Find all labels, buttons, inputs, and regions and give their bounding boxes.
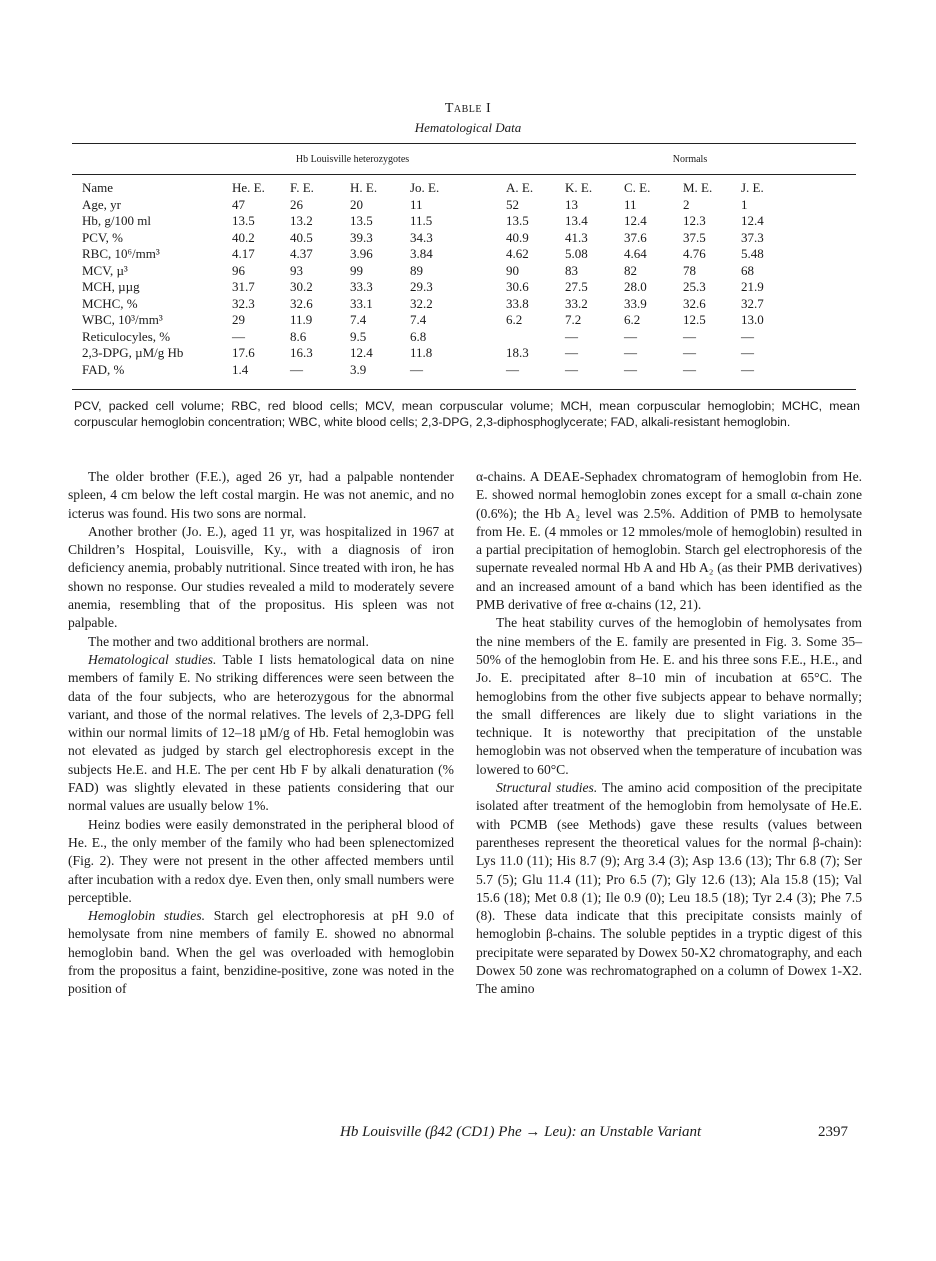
table-cell: 13.5 [506, 213, 529, 228]
table-subtitle: Hematological Data [414, 120, 522, 135]
hematology-table [82, 180, 781, 378]
table-cell: 4.62 [506, 246, 529, 261]
table-cell: 33.2 [565, 295, 588, 311]
table-cell: 11 [624, 196, 637, 212]
table-row [82, 213, 781, 230]
table-cell: 32.3 [232, 295, 255, 311]
table-cell: 96 [232, 262, 245, 278]
group-header-heterozygotes: Hb Louisville heterozygotes [295, 154, 410, 165]
table-cell: — [683, 328, 696, 344]
table-cell: 13.4 [565, 213, 588, 228]
table-cell: 33.8 [506, 295, 529, 311]
running-title: Hb Louisville (β42 (CD1) Phe → Leu): an Unstable Variant [340, 1124, 702, 1140]
table-cell: 18.3 [506, 345, 529, 360]
table-cell: 27.5 [565, 279, 588, 294]
table-row [82, 230, 781, 247]
table-cell: 30.6 [506, 279, 529, 294]
table-cell: 12.4 [624, 213, 647, 228]
row-label: FAD, % [82, 361, 125, 377]
table-cell: 90 [506, 262, 519, 278]
table-cell: K. E. [565, 180, 593, 195]
table-cell: 5.48 [741, 246, 764, 261]
paragraph [68, 907, 454, 998]
table-cell: — [741, 345, 754, 360]
table-cell: 4.37 [290, 246, 313, 261]
table-cell: 2 [683, 196, 690, 212]
table-cell: 11.9 [290, 312, 313, 327]
table-cell: 6.2 [506, 312, 523, 327]
table-cell: 13.5 [350, 213, 373, 228]
table-cell: 12.3 [683, 213, 706, 228]
table-cell: 17.6 [232, 345, 255, 360]
table-cell: 26 [290, 196, 303, 212]
table-cell: 5.08 [565, 246, 588, 261]
table-cell: 37.5 [683, 229, 706, 245]
table-footnote: PCV, packed cell volume; RBC, red blood cells; MCV, mean corpuscular volume; MCH, mean corpuscular hemoglobin; MCHC, mean corpuscular hemoglobin concentration; WBC, white blood cells; 2,3-DPG, 2,3-diphosphoglycerate; FAD, alkali-resistant hemoglobin. [74, 399, 860, 429]
paragraph [476, 779, 862, 999]
table-cell: 7.4 [410, 312, 427, 327]
paragraph [68, 816, 454, 907]
table-row [82, 296, 781, 313]
table-cell: — [232, 328, 245, 344]
table-title: Table I [444, 101, 492, 116]
left-column [68, 468, 454, 999]
group-header-normals: Normals [672, 154, 708, 165]
paragraph-text: The heat stability curves of the hemoglobin of hemolysates from the nine members of the E. family are presented in Fig. 3. Some 35–50% of the hemoglobin from He. E. and his three sons F.E., H.E., and Jo. E. precipitated after 8–10 min of incubation at 65°C. The hemoglobins from the other five subjects appear to behave normally; the small differences are likely due to slight variations in the technique. It is noteworthy that precipitation of the unstable hemoglobin was not observed when the temperature of incubation was lowered to 60°C. [476, 615, 862, 777]
row-label: PCV, % [82, 229, 123, 245]
table-cell: 29.3 [410, 279, 433, 294]
row-label: MCV, µ³ [82, 262, 128, 278]
table-cell: 93 [290, 262, 303, 278]
table-cell: C. E. [624, 180, 651, 195]
table-cell: 13.2 [290, 213, 313, 228]
table-cell: 34.3 [410, 229, 433, 245]
table-cell: 68 [741, 262, 754, 278]
row-label: Name [82, 180, 114, 195]
paragraph-text: Table I lists hematological data on nine members of family E. No striking differences were seen between the data of the four subjects, who are heterozygous for the abnormal variant, and those of the normal relatives. The levels of 2,3-DPG fell within our normal limits of 12–18 µM/g of Hb. Fetal hemoglobin was not elevated as judged by starch gel electrophoresis except in the subjects He.E. and H.E. The per cent Hb F by alkali denaturation (% FAD) was slightly elevated in these patients considering that our normal values are usually below 1%. [68, 651, 454, 814]
table-cell: 40.5 [290, 229, 313, 245]
table-cell: — [683, 345, 696, 360]
table-cell: 13 [565, 196, 578, 212]
table-cell: 11.5 [410, 213, 433, 228]
table-cell: 3.84 [410, 246, 433, 261]
table-cell: 99 [350, 262, 363, 278]
table-cell: 32.6 [290, 295, 313, 311]
table-cell: — [410, 361, 423, 377]
paragraph-text: α-chains. A DEAE-Sephadex chromatogram of hemoglobin from He. E. showed normal hemoglobin zones except for a small α-chain zone (0.6%); the Hb A₂ level was 2.5%. Addition of PMB to hemolysate from He. E. (4 mmoles or 12 mmoles/mole of hemoglobin) resulted in a partial precipitation of hemoglobin. Starch gel electrophoresis of the supernate revealed normal Hb A and Hb A₂ (as their PMB derivatives) and an increased amount of a band which has been identified as the PMB derivative of free α-chains (12, 21). [476, 469, 862, 613]
table-cell: 37.3 [741, 229, 764, 245]
table-row [82, 279, 781, 296]
table-cell: H. E. [350, 180, 378, 195]
table-cell: 78 [683, 262, 696, 278]
table-cell: Jo. E. [410, 180, 440, 195]
table-cell: 47 [232, 196, 245, 212]
table-row [82, 263, 781, 280]
table-cell: 4.76 [683, 246, 706, 261]
table-cell: 32.6 [683, 295, 706, 311]
table-row [82, 345, 781, 362]
table-row [82, 197, 781, 214]
row-label: MCH, µµg [82, 279, 140, 294]
table-cell: 3.96 [350, 246, 373, 261]
table-bottom-rule [72, 389, 856, 390]
table-cell: 12.4 [350, 345, 373, 360]
table-cell: — [506, 361, 519, 377]
paragraph-text: Another brother (Jo. E.), aged 11 yr, was hospitalized in 1967 at Children’s Hospital, Louisville, Ky., with a diagnosis of iron deficiency anemia, probably nutritional. Since treated with iron, he has shown no response. Our studies revealed a mild to moderately severe anemia, resembling that of the propositus. His spleen was not palpable. [68, 523, 454, 631]
table-cell: — [624, 328, 637, 344]
table-cell: 37.6 [624, 229, 647, 245]
table-cell: 9.5 [350, 328, 367, 344]
table-cell: 13.5 [232, 213, 255, 228]
table-cell: 33.3 [350, 279, 373, 294]
table-cell: 33.1 [350, 295, 373, 311]
run-in-heading: Hematological studies. [88, 651, 217, 667]
table-cell [506, 329, 565, 346]
table-cell: 41.3 [565, 229, 588, 245]
table-cell: 31.7 [232, 279, 255, 294]
page-number: 2397 [818, 1124, 848, 1140]
paragraph-text: Starch gel electrophoresis at pH 9.0 of hemolysate from nine members of family E. showed no abnormal hemoglobin band. When the gel was overloaded with hemoglobin from the propositus a faint, benzidine-positive, zone was noted in the position of [68, 908, 454, 997]
table-top-rule [72, 143, 856, 144]
paragraph [476, 468, 862, 614]
table-cell: — [565, 361, 578, 377]
table-cell: 16.3 [290, 345, 313, 360]
table-row [82, 180, 781, 197]
row-label: Hb, g/100 ml [82, 213, 151, 228]
table-cell: — [565, 345, 578, 360]
paragraph-text: Heinz bodies were easily demonstrated in the peripheral blood of He. E., the only member of the family who had been splenectomized (Fig. 2). They were not present in the other affected members until after incubation with a redox dye. Even then, only small numbers were perceptible. [68, 816, 454, 905]
table-cell: 7.2 [565, 312, 582, 327]
table-cell: — [624, 361, 637, 377]
table-cell: 6.8 [410, 328, 427, 344]
paragraph [68, 633, 454, 651]
row-label: Age, yr [82, 196, 121, 212]
table-cell: — [741, 328, 754, 344]
table-cell: 25.3 [683, 279, 706, 294]
table-cell: — [290, 361, 303, 377]
row-label: MCHC, % [82, 295, 138, 311]
table-cell: 12.4 [741, 213, 764, 228]
paragraph-text: The amino acid composition of the precipitate isolated after treatment of the hemoglobin from hemolysate of He.E. with PCMB (see Methods) gave these results (values between parentheses represent the theoretical values for the normal β-chain): Lys 11.0 (11); His 8.7 (9); Arg 3.4 (3); Asp 13.6 (13); Thr 6.8 (7); Ser 5.7 (5); Glu 11.4 (11); Pro 6.5 (7); Gly 12.6 (13); Ala 15.8 (15); Val 15.6 (18); Met 0.8 (1); Ile 0.9 (0); Leu 18.5 (18); Tyr 2.4 (3); Phe 7.5 (8). These data indicate that this precipitate consists mainly of hemoglobin β-chains. The soluble peptides in a tryptic digest of this precipitate were separated by Dowex 50-X2 chromatography, and each Dowex 50 zone was rechromatographed on a column of Dowex 1-X2. The amino [476, 780, 862, 997]
table-cell: 1.4 [232, 361, 249, 377]
table-cell: 21.9 [741, 279, 764, 294]
table-cell: 32.7 [741, 295, 764, 311]
table-cell: — [683, 361, 696, 377]
table-cell: 30.2 [290, 279, 313, 294]
row-label: RBC, 10⁶/mm³ [82, 246, 160, 261]
table-cell: A. E. [506, 180, 534, 195]
table-cell: 39.3 [350, 229, 373, 245]
table-cell: 82 [624, 262, 637, 278]
table-cell: 1 [741, 196, 748, 212]
run-in-heading: Structural studies. [496, 780, 598, 796]
table-cell: 40.9 [506, 229, 529, 245]
table-cell: 89 [410, 262, 423, 278]
table-cell: 20 [350, 196, 363, 212]
table-row [82, 329, 781, 346]
table-cell: 7.4 [350, 312, 367, 327]
table-cell: 4.17 [232, 246, 255, 261]
table-cell: 12.5 [683, 312, 706, 327]
table-cell: He. E. [232, 180, 265, 195]
table-header-rule [72, 174, 856, 175]
table-cell: F. E. [290, 180, 314, 195]
paragraph [68, 651, 454, 816]
table-cell: 11 [410, 196, 423, 212]
table-cell: 8.6 [290, 328, 307, 344]
paragraph [68, 468, 454, 523]
paragraph-text: The mother and two additional brothers are normal. [88, 633, 369, 649]
table-cell: M. E. [683, 180, 713, 195]
table-cell: 11.8 [410, 345, 433, 360]
table-cell: 28.0 [624, 279, 647, 294]
table-cell: — [565, 328, 578, 344]
right-column [476, 468, 862, 999]
table-cell: 13.0 [741, 312, 764, 327]
table-row [82, 246, 781, 263]
table-cell: — [624, 345, 637, 360]
table-cell: 40.2 [232, 229, 255, 245]
row-label: Reticulocyles, % [82, 328, 171, 344]
row-label: 2,3-DPG, µM/g Hb [82, 345, 184, 360]
table-cell: 29 [232, 312, 245, 327]
run-in-heading: Hemoglobin studies. [88, 908, 206, 924]
paragraph [68, 523, 454, 633]
table-cell: 3.9 [350, 361, 367, 377]
table-cell: 32.2 [410, 295, 433, 311]
table-cell: J. E. [741, 180, 764, 195]
paragraph [476, 614, 862, 779]
table-row [82, 362, 781, 379]
row-label: WBC, 10³/mm³ [82, 312, 163, 327]
table-cell: 52 [506, 196, 519, 212]
table-cell: — [741, 361, 754, 377]
table-row [82, 312, 781, 329]
table-cell: 4.64 [624, 246, 647, 261]
table-cell: 33.9 [624, 295, 647, 311]
paragraph-text: The older brother (F.E.), aged 26 yr, had a palpable nontender spleen, 4 cm below the left costal margin. He was not anemic, and no icterus was found. His two sons are normal. [68, 469, 454, 521]
table-cell: 6.2 [624, 312, 641, 327]
table-cell: 83 [565, 262, 578, 278]
